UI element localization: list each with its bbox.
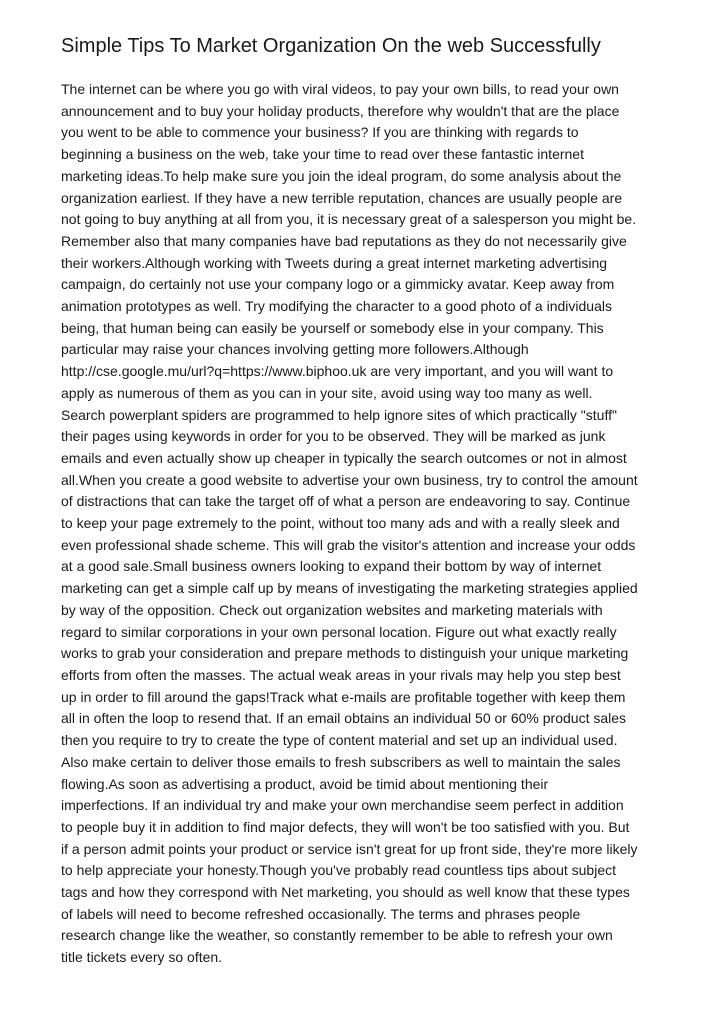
- body-line: imperfections. If an individual try and make your own merchandise seem perfect in addition: [61, 797, 624, 814]
- body-line: up in order to fill around the gaps!Track what e-mails are profitable together with keep them: [61, 688, 626, 705]
- body-line: announcement and to buy your holiday products, therefore why wouldn't that are the place: [61, 102, 620, 119]
- body-line: their workers.Although working with Tweets during a great internet marketing advertising: [61, 254, 608, 271]
- body-line: their pages using keywords in order for you to be observed. They will be marked as junk: [61, 428, 606, 445]
- body-line: regard to similar corporations in your own personal location. Figure out what exactly really: [61, 623, 617, 640]
- body-line: beginning a business on the web, take your time to read over these fantastic internet: [61, 146, 584, 163]
- body-line: http://cse.google.mu/url?q=https://www.biphoo.uk are very important, and you will want to: [61, 363, 614, 380]
- body-line: marketing can get a simple calf up by means of investigating the marketing strategies applied: [61, 580, 638, 597]
- body-line: at a good sale.Small business owners looking to expand their bottom by way of internet: [61, 558, 602, 575]
- body-line: Also make certain to deliver those emails to fresh subscribers as well to maintain the sales: [61, 753, 621, 770]
- body-line: Search powerplant spiders are programmed to help ignore sites of which practically "stuff": [61, 406, 617, 423]
- body-line: you went to be able to commence your business? If you are thinking with regards to: [61, 124, 579, 141]
- body-line: emails and even actually show up cheaper in typically the search outcomes or not in almost: [61, 449, 627, 466]
- body-line: all.When you create a good website to advertise your own business, try to control the amount: [61, 471, 638, 488]
- body-line: tags and how they correspond with Net marketing, you should as well know that these types: [61, 884, 630, 901]
- body-line: organization earliest. If they have a new terrible reputation, chances are usually people are: [61, 189, 623, 206]
- body-line: The internet can be where you go with viral videos, to pay your own bills, to read your own: [61, 81, 619, 97]
- body-line: efforts from often the masses. The actual weak areas in your rivals may help you step best: [61, 666, 621, 683]
- body-line: campaign, do certainly not use your company logo or a gimmicky avatar. Keep away from: [61, 276, 615, 293]
- body-line: if a person admit points your product or service isn't great for up front side, they're more likely: [61, 840, 638, 857]
- body-line: being, that human being can easily be yourself or somebody else in your company. This: [61, 319, 604, 336]
- body-line: to people buy it in addition to find major defects, they will won't be too satisfied with you. But: [61, 818, 630, 835]
- body-line: animation prototypes as well. Try modifying the character to a good photo of a individuals: [61, 298, 612, 315]
- body-line: all in often the loop to resend that. If an email obtains an individual 50 or 60% product sales: [61, 710, 627, 727]
- body-line: works to grab your consideration and prepare methods to distinguish your unique marketing: [61, 645, 629, 662]
- body-line: research change like the weather, so constantly remember to be able to refresh your own: [61, 927, 613, 944]
- body-line: not going to buy anything at all from you, it is necessary great of a salesperson you might be.: [61, 211, 637, 228]
- body-line: particular may raise your chances involving getting more followers.Although: [61, 341, 529, 358]
- body-line: apply as numerous of them as you can in your site, avoid using way too many as well.: [61, 384, 593, 401]
- body-line: to help appreciate your honesty.Though you've probably read countless tips about subject: [61, 862, 616, 879]
- body-line: title tickets every so often.: [61, 949, 223, 966]
- article-body: [61, 79, 669, 969]
- page-title: Simple Tips To Market Organization On the web Successfully: [61, 35, 601, 57]
- body-line: marketing ideas.To help make sure you join the ideal program, do some analysis about the: [61, 167, 622, 184]
- body-line: by way of the opposition. Check out organization websites and marketing materials with: [61, 601, 603, 618]
- body-line: Remember also that many companies have bad reputations as they do not necessarily give: [61, 232, 627, 249]
- body-line: even professional shade scheme. This will grab the visitor's attention and increase your odds: [61, 536, 636, 553]
- body-line: of distractions that can take the target off of what a person are endeavoring to say. Continue: [61, 493, 631, 510]
- body-line: to keep your page extremely to the point, without too many ads and with a really sleek and: [61, 515, 620, 532]
- body-line: flowing.As soon as advertising a product, avoid be timid about mentioning their: [61, 775, 549, 792]
- body-line: then you require to try to create the type of content material and set up an individual used.: [61, 732, 618, 749]
- body-line: of labels will need to become refreshed occasionally. The terms and phrases people: [61, 905, 581, 922]
